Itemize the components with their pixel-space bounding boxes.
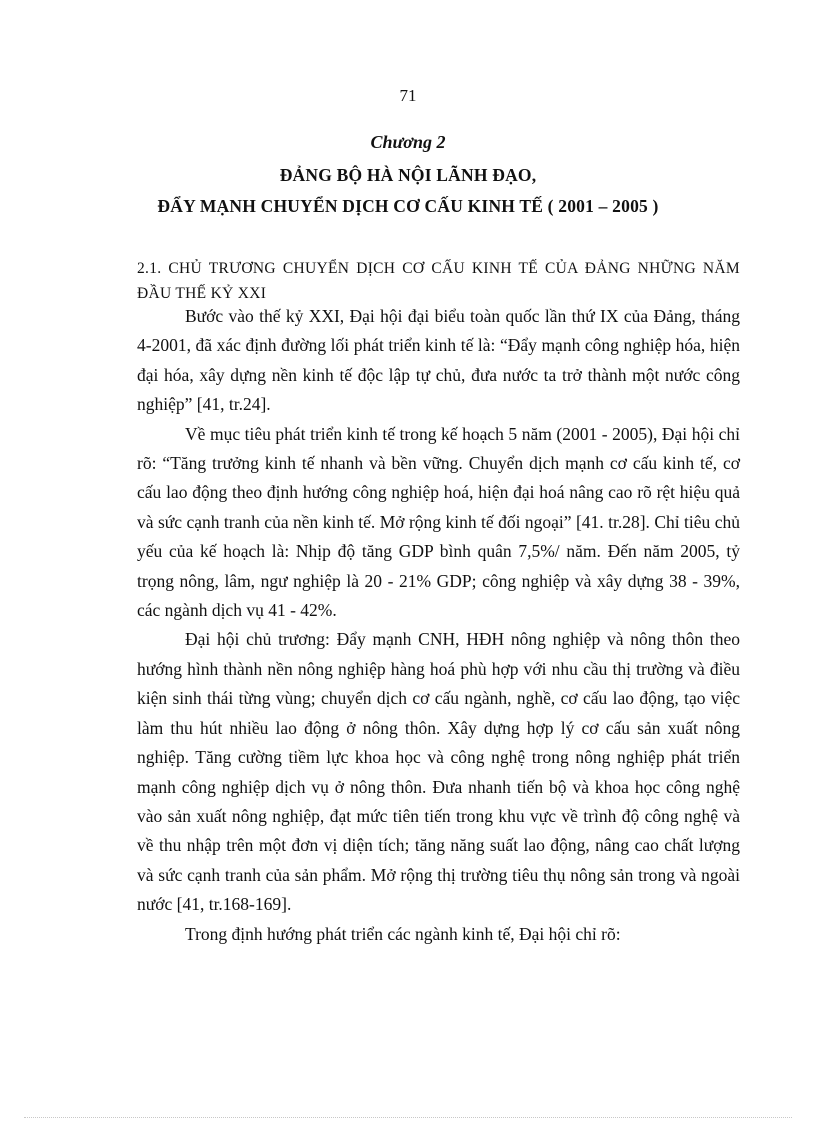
section-heading: 2.1. CHỦ TRƯƠNG CHUYỂN DỊCH CƠ CẤU KINH TẾ CỦA ĐẢNG NHỮNG NĂM ĐẦU THẾ KỶ XXI [137, 260, 740, 302]
page-number: 71 [399, 86, 417, 105]
body-text [137, 302, 740, 949]
chapter-title-line-1: ĐẢNG BỘ HÀ NỘI LÃNH ĐẠO, [279, 165, 537, 185]
chapter-label: Chương 2 [370, 132, 446, 152]
paragraph: Đại hội chủ trương: Đẩy mạnh CNH, HĐH nông nghiệp và nông thôn theo hướng hình thành nền nông nghiệp hàng hoá phù hợp với nhu cầu thị trường và điều kiện sinh thái từng vùng; chuyển dịch cơ cấu ngành, nghề, cơ cấu lao động, tạo việc làm thu hút nhiều lao động ở nông thôn. Xây dựng hợp lý cơ cấu sản xuất nông nghiệp. Tăng cường tiềm lực khoa học và công nghệ trong nông nghiệp phát triển mạnh công nghiệp dịch vụ ở nông thôn. Đưa nhanh tiến bộ và khoa học công nghệ vào sản xuất nông nghiệp, đạt mức tiên tiến trong khu vực về trình độ công nghệ và về thu nhập trên một đơn vị diện tích; tăng năng suất lao động, nâng cao chất lượng và sức cạnh tranh của sản phẩm. Mở rộng thị trường tiêu thụ nông sản trong và ngoài nước [41, tr.168-169]. [137, 629, 740, 915]
paragraph: Bước vào thế kỷ XXI, Đại hội đại biểu toàn quốc lần thứ IX của Đảng, tháng 4-2001, đã xác định đường lối phát triển kinh tế là: “Đẩy mạnh công nghiệp hóa, hiện đại hóa, xây dựng nền kinh tế độc lập tự chủ, đưa nước ta trở thành một nước công nghiệp” [41, tr.24]. [137, 306, 740, 415]
paragraph: Về mục tiêu phát triển kinh tế trong kế hoạch 5 năm (2001 - 2005), Đại hội chỉ rõ: “Tăng trưởng kinh tế nhanh và bền vững. Chuyển dịch mạnh cơ cấu kinh tế, cơ cấu lao động theo định hướng công nghiệp hoá, hiện đại hoá nâng cao rõ rệt hiệu quả và sức cạnh tranh của nền kinh tế. Mở rộng kinh tế đối ngoại” [41. tr.28]. Chỉ tiêu chủ yếu của kế hoạch là: Nhịp độ tăng GDP bình quân 7,5%/ năm. Đến năm 2005, tỷ trọng nông, lâm, ngư nghiệp là 20 - 21% GDP; công nghiệp và xây dựng 38 - 39%, các ngành dịch vụ 41 - 42%. [137, 423, 740, 621]
page-bottom-divider [24, 1117, 792, 1118]
chapter-title-line-2: ĐẨY MẠNH CHUYỂN DỊCH CƠ CẤU KINH TẾ ( 2001 – 2005 ) [157, 196, 659, 216]
paragraph: Trong định hướng phát triển các ngành kinh tế, Đại hội chỉ rõ: [185, 923, 621, 944]
